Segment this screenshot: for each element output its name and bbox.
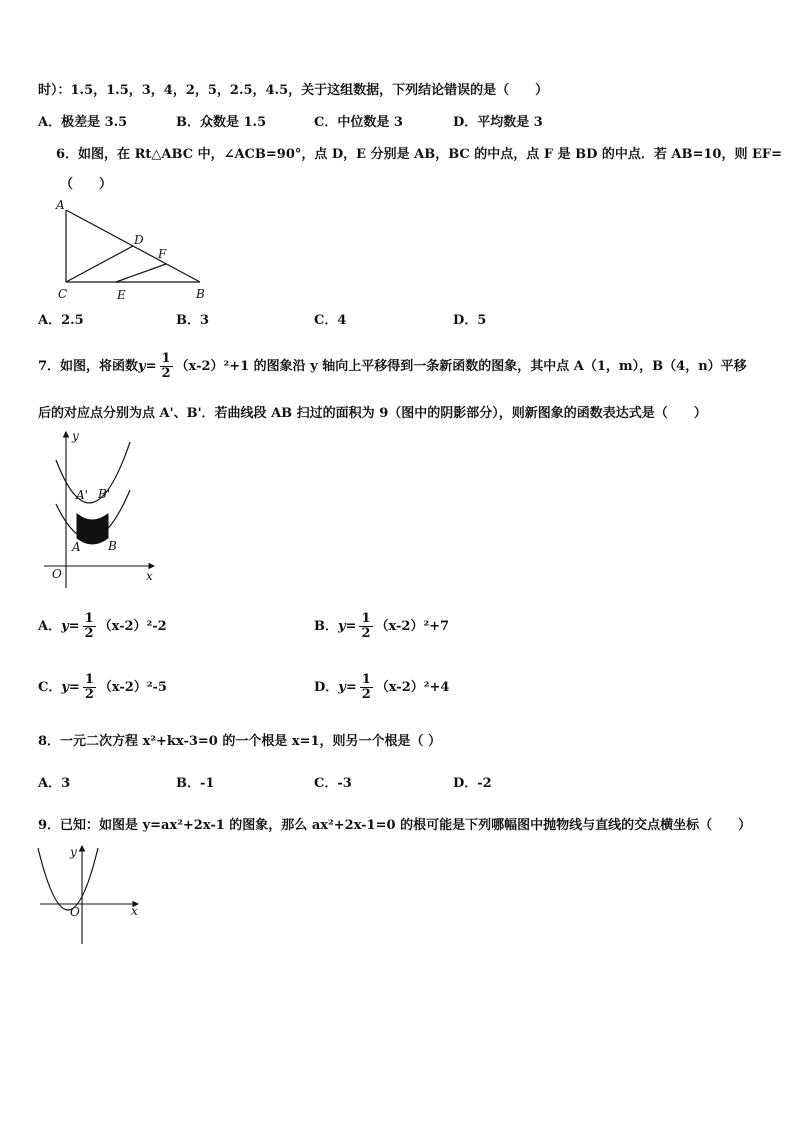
q7-stem-pre: 7．如图，将函数 <box>38 359 139 374</box>
q5-option-a[interactable]: A．极差是 3.5 <box>38 115 128 130</box>
q7-fraction <box>160 352 173 381</box>
q6-label-a: A <box>56 198 65 212</box>
q7-stem-line1 <box>38 352 747 382</box>
q8-stem: 8．一元二次方程 x²+kx-3=0 的一个根是 x=1，则另一个根是（ ） <box>38 734 442 749</box>
q7-label-b-prime: B' <box>98 487 111 501</box>
q8-option-a[interactable]: A．3 <box>38 776 71 791</box>
q6-stem-line1: 6．如图，在 Rt△ABC 中，∠ACB=90°，点 D，E 分别是 AB，BC 的中点，点 F 是 BD 的中点．若 AB=10，则 EF= <box>56 147 783 162</box>
q9-label-x: x <box>131 904 138 918</box>
q7-option-d[interactable]: D．y= $\frac{1}{2}$ （x-2）²+4 <box>314 672 450 702</box>
q7-y-eq: y= <box>138 359 157 374</box>
q9-stem: 9．已知：如图是 y=ax²+2x-1 的图象，那么 ax²+2x-1=0 的根可能是下列哪幅图中抛物线与直线的交点横坐标（ ） <box>38 818 752 833</box>
q7-label-o: O <box>52 567 62 581</box>
q6-triangle-figure <box>50 196 220 306</box>
q5-option-d[interactable]: D．平均数是 3 <box>453 115 543 130</box>
q5-option-b[interactable]: B．众数是 1.5 <box>176 115 267 130</box>
q7-label-b: B <box>108 539 117 553</box>
q7-label-a-prime: A' <box>76 488 88 502</box>
q6-label-e: E <box>117 288 126 302</box>
q6-option-d[interactable]: D．5 <box>453 313 487 328</box>
q6-stem-line2: （ ） <box>60 177 113 192</box>
q9-label-o: O <box>70 905 80 919</box>
q8-option-d[interactable]: D．-2 <box>453 776 492 791</box>
q6-label-f: F <box>158 247 167 261</box>
q7-label-y: y <box>72 429 79 443</box>
q7-option-a[interactable]: A．y= $\frac{1}{2}$ （x-2）²-2 <box>38 611 167 641</box>
q6-label-b: B <box>196 287 205 301</box>
q5-stem: 时）：1.5，1.5，3，4，2，5，2.5，4.5，关于这组数据，下列结论错误的是（ ） <box>38 83 549 98</box>
q6-option-c[interactable]: C．4 <box>314 313 347 328</box>
q7-option-b[interactable]: B．y= $\frac{1}{2}$ （x-2）²+7 <box>314 611 450 641</box>
q7-parabola-figure <box>36 424 166 590</box>
q8-option-b[interactable]: B．-1 <box>176 776 215 791</box>
q6-label-c: C <box>58 287 68 301</box>
q7-frac-num: 1 <box>161 351 171 366</box>
q7-stem-post: （x-2）²+1 的图象沿 y 轴向上平移得到一条新函数的图象，其中点 A（1，m），B（4，n）平移 <box>175 359 747 374</box>
q7-option-c[interactable]: C．y= $\frac{1}{2}$ （x-2）²-5 <box>38 672 167 702</box>
q6-label-d: D <box>134 233 144 247</box>
q5-option-c[interactable]: C．中位数是 3 <box>314 115 403 130</box>
q8-option-c[interactable]: C．-3 <box>314 776 352 791</box>
q6-option-b[interactable]: B．3 <box>176 313 210 328</box>
q9-label-y: y <box>70 845 77 859</box>
q6-option-a[interactable]: A．2.5 <box>38 313 84 328</box>
q7-label-x: x <box>146 569 153 583</box>
q7-stem-line2: 后的对应点分别为点 A'、B'．若曲线段 AB 扫过的面积为 9（图中的阴影部分），则新图象的函数表达式是（ ） <box>38 406 707 421</box>
q9-parabola-figure <box>32 842 144 946</box>
q7-label-a: A <box>72 540 81 554</box>
q7-frac-den: 2 <box>161 366 171 381</box>
